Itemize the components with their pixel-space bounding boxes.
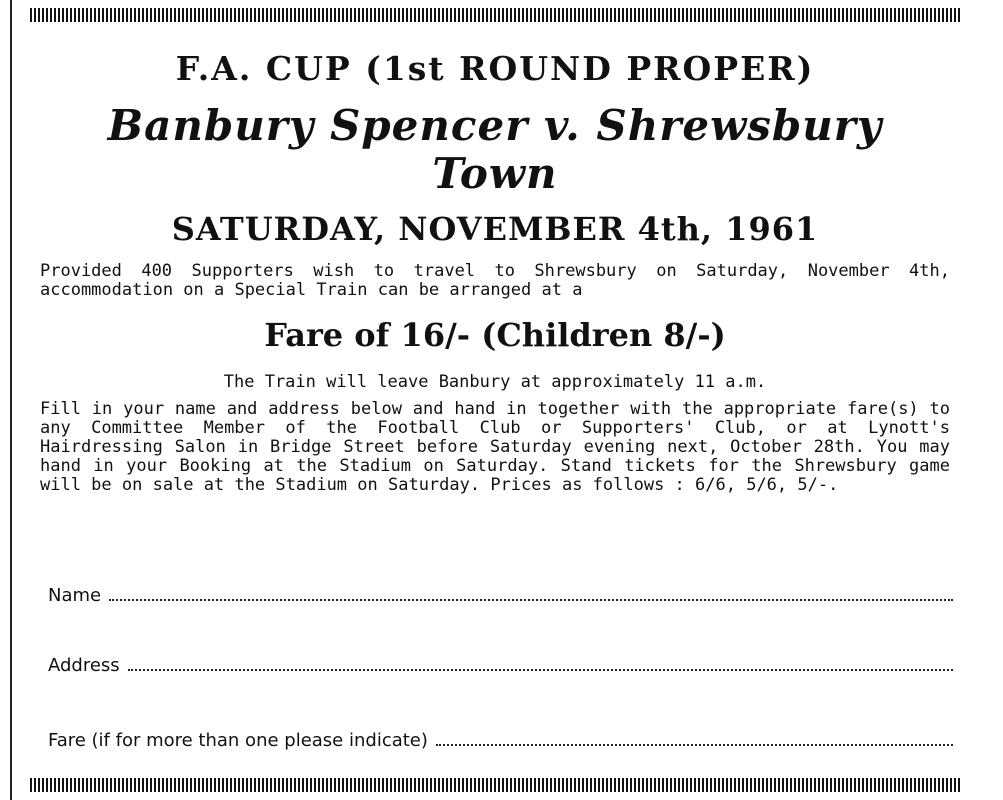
match-heading: Banbury Spencer v. Shrewsbury Town	[107, 101, 883, 198]
name-field[interactable]	[48, 585, 953, 606]
departure-text: The Train will leave Banbury at approximately 11 a.m.	[223, 372, 767, 392]
fare-heading: Fare of 16/- (Children 8/-)	[264, 316, 726, 354]
bottom-border	[30, 778, 960, 792]
competition-heading: F.A. CUP (1st ROUND PROPER)	[175, 49, 815, 88]
name-label: Name	[48, 585, 102, 606]
intro-paragraph: Provided 400 Supporters wish to travel to Shrewsbury on Saturday, November 4th, accommodation on a Special Train can be arranged at a	[40, 261, 950, 300]
address-label: Address	[48, 655, 120, 676]
left-rule	[10, 0, 12, 800]
fare-field[interactable]	[48, 730, 953, 751]
address-dotted-line[interactable]	[128, 655, 953, 671]
date-heading: SATURDAY, NOVEMBER 4th, 1961	[171, 210, 819, 248]
notice-content	[40, 50, 950, 495]
fare-label: Fare (if for more than one please indicate)	[48, 730, 428, 751]
address-field[interactable]	[48, 655, 953, 676]
name-dotted-line[interactable]	[109, 585, 953, 601]
fare-dotted-line[interactable]	[436, 730, 953, 746]
top-border	[30, 8, 960, 22]
instructions-paragraph: Fill in your name and address below and hand in together with the appropriate fare(s) to any Committee Member of the Football Club or Supporters' Club, or at Lynott's Hairdressing Salon in Bridge Street before Saturday evening next, October 28th. You may hand in your Booking at the Stadium on Saturday. Stand tickets for the Shrewsbury game will be on sale at the Stadium on Saturday. Prices as follows : 6/6, 5/6, 5/-.	[40, 399, 950, 495]
